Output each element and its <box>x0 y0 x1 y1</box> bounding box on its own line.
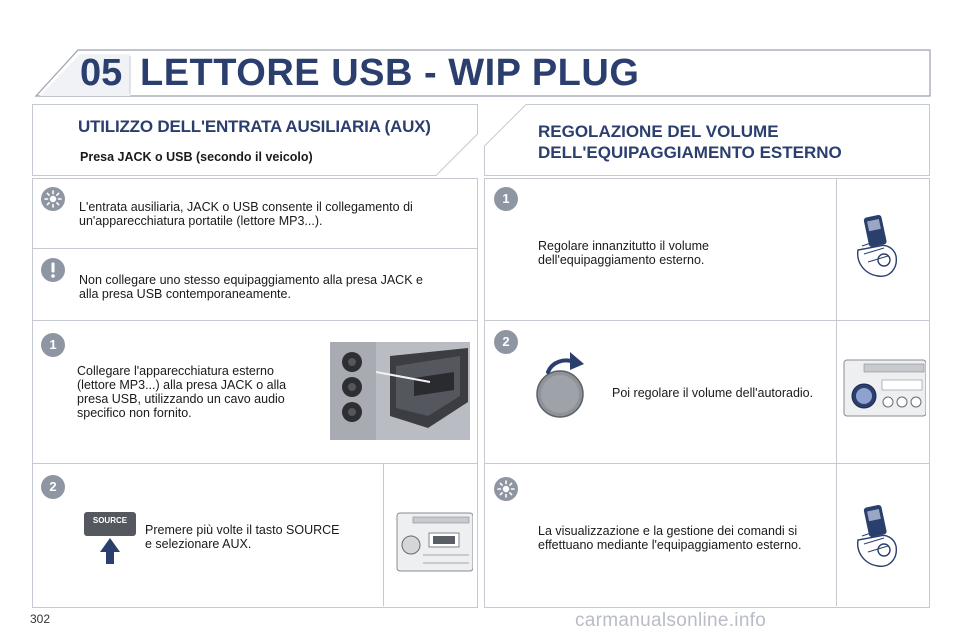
right-section-title <box>538 121 842 163</box>
text-line: presa USB, utilizzando un cavo audio <box>77 392 285 406</box>
row-divider <box>33 320 477 321</box>
step-badge-number: 2 <box>49 479 57 494</box>
text-line: alla presa USB contemporaneamente. <box>79 287 291 301</box>
car-radio-volume-illustration <box>842 358 926 418</box>
aux-info-text <box>79 200 413 228</box>
warning-text <box>79 273 423 301</box>
column-divider <box>836 179 837 606</box>
text-line: dell'equipaggiamento esterno. <box>538 253 705 267</box>
text-line: (lettore MP3...) alla presa JACK o alla <box>77 378 287 392</box>
right-section-title-line: DELL'EQUIPAGGIAMENTO ESTERNO <box>538 143 842 162</box>
source-button-label: SOURCE <box>92 516 128 525</box>
text-line: Non collegare uno stesso equipaggiamento alla presa JACK e <box>79 273 423 287</box>
press-source-text <box>145 523 340 551</box>
left-section-subtitle: Presa JACK o USB (secondo il veicolo) <box>80 150 313 164</box>
left-section-title: UTILIZZO DELL'ENTRATA AUSILIARIA (AUX) <box>78 117 431 136</box>
watermark-text: carmanualsonline.info <box>575 610 767 631</box>
hand-mp3-player-icon <box>850 500 910 572</box>
car-radio-illustration <box>393 505 473 577</box>
exclamation-warning-icon <box>41 258 65 282</box>
row-divider <box>485 463 929 464</box>
step-badge-number: 2 <box>502 334 510 349</box>
text-line: specifico non fornito. <box>77 406 192 420</box>
chapter-number: 05 <box>80 52 123 94</box>
text-line: e selezionare AUX. <box>145 537 252 551</box>
left-section-header-box <box>32 104 478 176</box>
adjust-radio-volume-text <box>612 386 813 400</box>
text-line: Poi regolare il volume dell'autoradio. <box>612 386 814 400</box>
row-divider <box>33 248 477 249</box>
connect-device-text <box>77 364 286 420</box>
adjust-external-volume-text <box>538 239 709 267</box>
hand-mp3-player-icon <box>850 210 910 282</box>
volume-knob-rotate-icon <box>534 350 594 420</box>
right-section-title-line: REGOLAZIONE DEL VOLUME <box>538 122 779 141</box>
column-divider <box>383 464 384 606</box>
text-line: L'entrata ausiliaria, JACK o USB consente il collegamento di <box>79 200 413 214</box>
row-divider <box>33 463 477 464</box>
text-line: un'apparecchiatura portatile (lettore MP3...). <box>79 214 323 228</box>
row-divider <box>485 320 929 321</box>
jack-usb-socket-illustration <box>330 342 470 440</box>
step-badge-number: 1 <box>502 191 510 206</box>
chapter-title: LETTORE USB - WIP PLUG <box>140 52 640 94</box>
step-badge-number: 1 <box>49 337 57 352</box>
text-line: La visualizzazione e la gestione dei comandi si <box>538 524 798 538</box>
external-control-info-text <box>538 524 801 552</box>
text-line: Premere più volte il tasto SOURCE <box>145 523 340 537</box>
text-line: effettuano mediante l'equipaggiamento esterno. <box>538 538 802 552</box>
text-line: Collegare l'apparecchiatura esterno <box>77 364 274 378</box>
text-line: Regolare innanzitutto il volume <box>538 239 709 253</box>
sun-info-icon <box>494 477 518 501</box>
page-number: 302 <box>30 612 51 626</box>
sun-info-icon <box>41 187 65 211</box>
